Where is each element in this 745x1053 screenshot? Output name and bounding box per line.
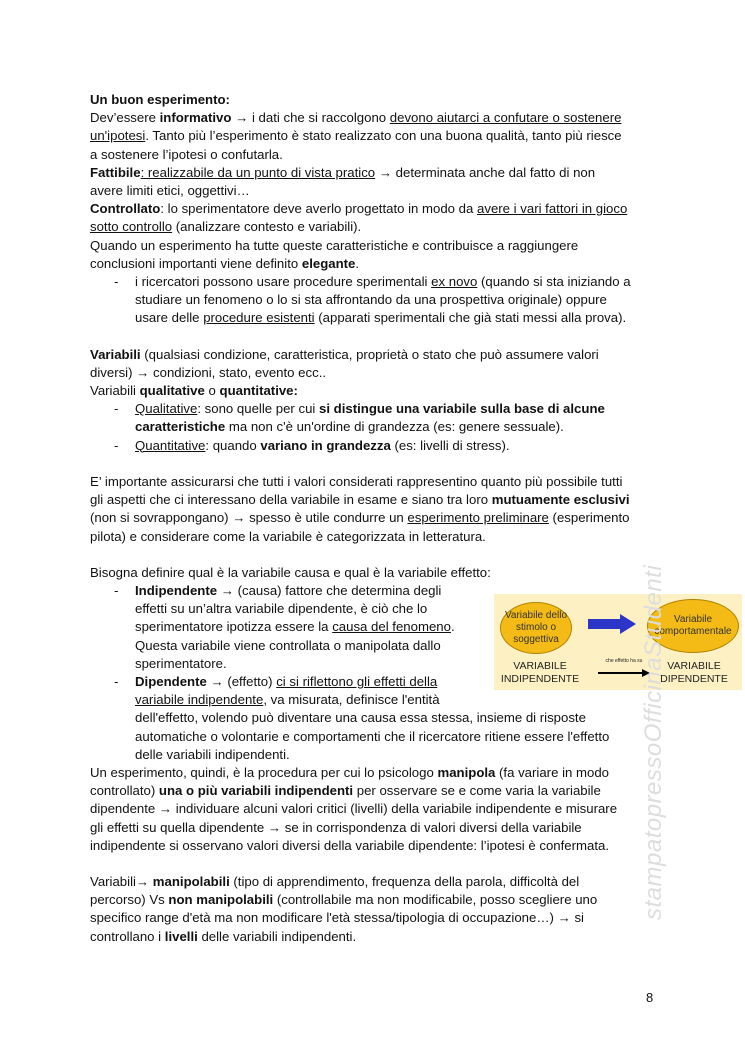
text-line xyxy=(90,473,660,491)
text-run: pilota) e considerare come la variabile è categorizzata in letteratura. xyxy=(90,528,486,544)
text-run: per osservare se e come varia la variabile xyxy=(353,783,601,799)
text-run: Un esperimento, quindi, è la procedura per cui lo psicologo xyxy=(90,764,438,780)
text-run: (controllabile ma non modificabile, posso scegliere uno xyxy=(273,892,598,908)
left-ellipse-text: Variabile dello stimolo o soggettiva xyxy=(504,610,568,645)
text-line xyxy=(90,164,660,182)
text-run: Variabili→ xyxy=(90,874,153,890)
bold-text: una o più variabili indipendenti xyxy=(158,783,354,799)
underlined-text: causa del fenomeno xyxy=(332,619,451,635)
text-run: → (causa) fattore che determina degli xyxy=(217,583,442,599)
text-line xyxy=(90,782,660,800)
text-line xyxy=(90,509,660,527)
underlined-text: un'ipotesi xyxy=(90,128,146,144)
bold-text: elegante xyxy=(301,255,356,271)
text-line xyxy=(90,528,660,546)
text-run: a sostenere l’ipotesi o confutarla. xyxy=(90,146,283,162)
text-run: ma non c'è un'ordine di grandezza (es: genere sessuale). xyxy=(225,419,564,435)
underlined-text: : realizzabile da un punto di vista pratico xyxy=(140,164,376,180)
bold-text: manipola xyxy=(437,764,496,780)
watermark: stampatopressoOfficinaStudenti xyxy=(640,564,667,920)
text-run: i ricercatori possono usare procedure sperimentali xyxy=(135,273,432,289)
text-run: : quando xyxy=(205,437,261,453)
variables-diagram xyxy=(494,594,742,690)
text-run: controllato) xyxy=(90,783,159,799)
bullet-dash: - xyxy=(114,674,119,689)
underlined-text: sotto controllo xyxy=(90,219,173,235)
blue-arrow-icon xyxy=(588,614,638,634)
text-run: specifico range d'età ma non modificare l'età stessa/tipologia di occupazione…) → si xyxy=(90,910,584,926)
text-run: (fa variare in modo xyxy=(495,764,609,780)
text-run: : sono quelle per cui xyxy=(197,401,320,417)
bullet-dash: - xyxy=(114,401,119,417)
blank-line xyxy=(90,546,660,564)
bold-text: quantitative: xyxy=(219,383,298,398)
underlined-text: variabile indipendente xyxy=(135,692,264,708)
text-line xyxy=(90,891,660,909)
text-run: sperimentatore ipotizza essere la xyxy=(135,619,333,635)
text-run: . xyxy=(355,255,360,271)
text-run: dipendente → individuare alcuni valori critici (livelli) della variabile indipendente e misurare xyxy=(90,801,618,817)
text-line xyxy=(90,364,660,382)
text-run: Variabili xyxy=(90,383,140,398)
bullet-dash: - xyxy=(114,437,119,453)
text-line xyxy=(90,491,660,509)
bold-text: livelli xyxy=(164,928,198,944)
text-run: Questa variabile viene controllata o manipolata dallo xyxy=(135,637,441,653)
text-run: avere limiti etici, oggettivi… xyxy=(90,182,250,198)
underlined-text: avere i vari fattori in gioco xyxy=(477,201,628,217)
underlined-text: Qualitative xyxy=(135,401,198,417)
text-line xyxy=(90,819,660,837)
text-line xyxy=(90,837,660,855)
underlined-text: ex novo xyxy=(431,273,478,289)
bold-text: mutuamente esclusivi xyxy=(491,492,630,508)
text-run: delle variabili indipendenti. xyxy=(197,928,357,944)
text-run: . xyxy=(450,619,455,635)
text-line xyxy=(90,346,660,364)
text-line xyxy=(90,127,660,145)
text-run: sperimentatore. xyxy=(135,655,227,671)
text-run: conclusioni importanti viene definito xyxy=(90,255,302,271)
text-line xyxy=(90,309,660,327)
bold-text: caratteristiche xyxy=(135,419,226,435)
text-run: → determinata anche dal fatto di non xyxy=(375,164,596,180)
text-run: Bisogna definire qual è la variabile causa e qual è la variabile effetto: xyxy=(90,564,491,580)
text-line xyxy=(90,182,660,200)
text-line xyxy=(90,218,660,236)
bold-text: manipolabili xyxy=(152,874,230,890)
underlined-text: esperimento preliminare xyxy=(407,510,549,526)
bold-text: non manipolabili xyxy=(168,892,274,908)
text-run: controllano i xyxy=(90,928,165,944)
text-run: Quando un esperimento ha tutte queste caratteristiche e contribuisce a raggiungere xyxy=(90,237,579,253)
text-run: (tipo di apprendimento, frequenza della parola, difficoltà del xyxy=(229,874,580,890)
text-run: delle variabili indipendenti. xyxy=(135,746,290,762)
independent-variable-ellipse xyxy=(500,602,572,654)
text-run: (non si sovrappongano) → spesso è utile condurre un xyxy=(90,510,408,526)
bullet-dash: - xyxy=(114,273,119,289)
text-line xyxy=(90,109,660,127)
text-run: gli aspetti che ci interessano della variabile in esame e siano tra loro xyxy=(90,492,492,508)
text-line xyxy=(90,873,660,891)
text-run: E’ importante assicurarsi che tutti i valori considerati rappresentino quanto più possibile tutti xyxy=(90,473,623,489)
independent-label: VARIABILE INDIPENDENTE xyxy=(500,660,580,685)
bold-text: Variabili xyxy=(90,346,141,362)
text-run: diversi) → condizioni, stato, evento ecc.. xyxy=(90,364,327,380)
bold-text: variano in grandezza xyxy=(260,437,391,453)
text-run: → i dati che si raccolgono xyxy=(231,110,390,126)
text-run: → (effetto) xyxy=(206,674,277,689)
bold-text: Fattibile xyxy=(90,164,141,180)
bold-text: Dipendente xyxy=(135,674,207,689)
dependent-label: VARIABILE DIPENDENTE xyxy=(660,660,728,685)
text-line xyxy=(90,400,660,418)
text-line xyxy=(90,909,660,927)
blank-line xyxy=(90,855,660,873)
text-run: (esperimento xyxy=(548,510,630,526)
text-line xyxy=(90,146,660,164)
text-line xyxy=(90,255,660,273)
blank-line xyxy=(90,327,660,345)
text-line xyxy=(90,709,660,727)
text-run: dell'effetto, volendo può diventare una causa essa stessa, insieme di risposte xyxy=(135,710,586,726)
text-line xyxy=(90,237,660,255)
text-line xyxy=(90,91,660,109)
underlined-text: ci si riflettono gli effetti della xyxy=(276,674,438,689)
text-line xyxy=(90,764,660,782)
text-run: percorso) Vs xyxy=(90,892,169,908)
text-line xyxy=(90,437,660,455)
text-run: (es: livelli di stress). xyxy=(390,437,510,453)
text-run: o xyxy=(204,383,220,398)
text-run: , va misurata, definisce l'entità xyxy=(263,692,440,708)
document-body xyxy=(90,91,660,946)
right-ellipse-text: Variabile comportamentale xyxy=(654,614,732,637)
text-line xyxy=(90,200,660,218)
text-line xyxy=(90,291,660,309)
underlined-text: procedure esistenti xyxy=(203,310,315,326)
text-run: gli effetti su quella dipendente → se in corrispondenza di valori diversi della variabile xyxy=(90,819,582,835)
text-line xyxy=(90,800,660,818)
bold-text: Un buon esperimento: xyxy=(90,92,230,107)
text-line xyxy=(90,928,660,946)
underlined-text: devono aiutarci a confutare o sostenere xyxy=(389,110,622,126)
text-line xyxy=(90,418,660,436)
text-run: indipendente si osservano valori diversi della variabile dipendente: l’ipotesi è confermata. xyxy=(90,837,610,853)
text-line xyxy=(90,564,660,582)
text-line xyxy=(90,728,660,746)
arrow-label: che effetto ha su xyxy=(605,658,643,664)
bold-text: Indipendente xyxy=(135,583,218,599)
page-number: 8 xyxy=(646,990,654,1005)
text-line xyxy=(90,382,660,400)
text-run: . Tanto più l’esperimento è stato realizzato con una buona qualità, tanto più riesce xyxy=(145,128,622,144)
text-run: (qualsiasi condizione, caratteristica, proprietà o stato che può assumere valori xyxy=(140,346,599,362)
text-line xyxy=(90,691,660,709)
bold-text: si distingue una variabile sulla base di alcune xyxy=(319,401,605,417)
text-run: effetti su un’altra variabile dipendente, è ciò che lo xyxy=(135,601,428,617)
underlined-text: Quantitative xyxy=(135,437,206,453)
text-run: (analizzare contesto e variabili). xyxy=(172,219,362,235)
bullet-dash: - xyxy=(114,583,119,599)
bold-text: Controllato xyxy=(90,201,161,217)
blank-line xyxy=(90,455,660,473)
bold-text: qualitative xyxy=(139,383,205,398)
text-run: (quando si sta iniziando a xyxy=(477,273,631,289)
text-run: Dev’essere xyxy=(90,110,160,126)
text-line xyxy=(90,746,660,764)
text-run: studiare un fenomeno o lo si sta affrontando da una prospettiva originale) oppure xyxy=(135,292,607,308)
text-run: (apparati sperimentali che già stati messi alla prova). xyxy=(314,310,627,326)
text-run: : lo sperimentatore deve averlo progettato in modo da xyxy=(160,201,478,217)
bold-text: informativo xyxy=(159,110,232,126)
text-line xyxy=(90,273,660,291)
text-run: automatiche o volontarie e comportamenti che il ricercatore ritiene essere l'effetto xyxy=(135,728,610,744)
text-run: usare delle xyxy=(135,310,204,326)
